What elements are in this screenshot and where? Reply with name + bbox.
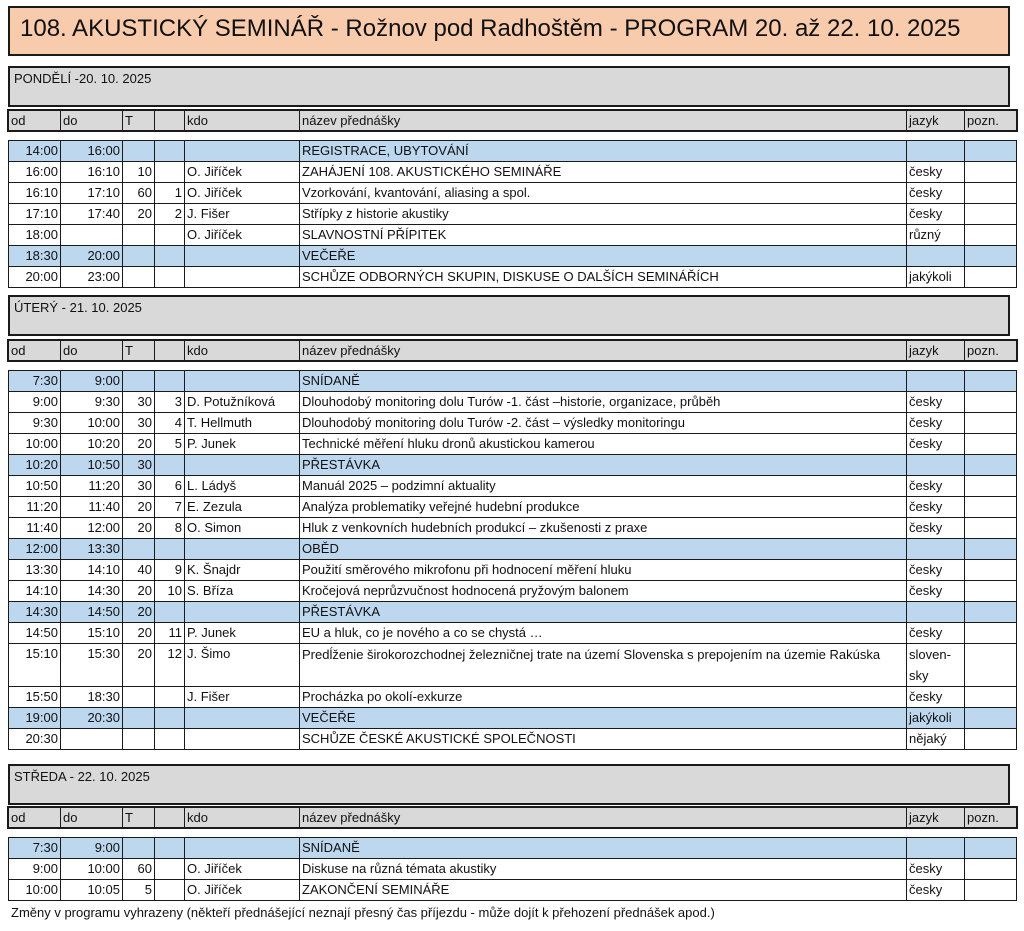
cell-n: 5 <box>155 434 185 455</box>
cell-n <box>155 371 185 392</box>
cell-nazev: ZAKONČENÍ SEMINÁŘE <box>300 880 907 901</box>
program-title-box <box>8 6 1010 56</box>
day-header-tuesday <box>8 295 1010 336</box>
cell-kdo: E. Zezula <box>185 497 300 518</box>
schedule-row <box>9 581 1017 602</box>
header-jazyk: jazyk <box>907 808 965 828</box>
day-header-wednesday <box>8 764 1010 805</box>
cell-kdo: O. Jiříček <box>185 859 300 880</box>
cell-pozn <box>965 225 1017 246</box>
cell-do: 16:00 <box>61 141 123 162</box>
cell-od: 12:00 <box>9 539 61 560</box>
schedule-row <box>9 560 1017 581</box>
schedule-row <box>9 539 1017 560</box>
cell-nazev: Vzorkování, kvantování, aliasing a spol. <box>300 183 907 204</box>
cell-do: 11:20 <box>61 476 123 497</box>
cell-pozn <box>965 729 1017 750</box>
cell-do: 20:00 <box>61 246 123 267</box>
cell-t <box>123 141 155 162</box>
cell-do: 9:30 <box>61 392 123 413</box>
cell-nazev: OBĚD <box>300 539 907 560</box>
schedule-row <box>9 225 1017 246</box>
cell-nazev: VEČEŘE <box>300 246 907 267</box>
cell-od: 19:00 <box>9 708 61 729</box>
cell-pozn <box>965 434 1017 455</box>
cell-jazyk: česky <box>907 162 965 183</box>
cell-nazev: SCHŮZE ODBORNÝCH SKUPIN, DISKUSE O DALŠÍCH SEMINÁŘÍCH <box>300 267 907 288</box>
cell-n <box>155 838 185 859</box>
cell-kdo <box>185 602 300 623</box>
cell-n <box>155 539 185 560</box>
cell-do: 9:00 <box>61 838 123 859</box>
cell-t: 30 <box>123 476 155 497</box>
schedule-row <box>9 838 1017 859</box>
header-jazyk: jazyk <box>907 341 965 361</box>
header-pozn: pozn. <box>965 111 1017 131</box>
schedule-row <box>9 859 1017 880</box>
cell-od: 20:00 <box>9 267 61 288</box>
day-label: PONDĚLÍ -20. 10. 2025 <box>14 71 152 86</box>
cell-nazev: EU a hluk, co je nového a co se chystá … <box>300 623 907 644</box>
cell-pozn <box>965 838 1017 859</box>
cell-t: 30 <box>123 455 155 476</box>
schedule-table-tuesday <box>8 370 1017 750</box>
cell-t: 30 <box>123 413 155 434</box>
cell-jazyk: česky <box>907 413 965 434</box>
cell-od: 13:30 <box>9 560 61 581</box>
cell-do: 16:10 <box>61 162 123 183</box>
cell-do: 10:20 <box>61 434 123 455</box>
header-nazev: název přednášky <box>300 808 907 828</box>
cell-kdo: O. Jiříček <box>185 880 300 901</box>
cell-kdo: O. Jiříček <box>185 225 300 246</box>
cell-nazev: VEČEŘE <box>300 708 907 729</box>
cell-od: 10:00 <box>9 880 61 901</box>
header-n <box>155 808 185 828</box>
cell-nazev: Použití směrového mikrofonu při hodnocení měření hluku <box>300 560 907 581</box>
cell-kdo <box>185 539 300 560</box>
schedule-row <box>9 687 1017 708</box>
cell-kdo: O. Jiříček <box>185 162 300 183</box>
cell-jazyk: česky <box>907 392 965 413</box>
cell-t: 20 <box>123 204 155 225</box>
cell-od: 17:10 <box>9 204 61 225</box>
cell-n: 7 <box>155 497 185 518</box>
cell-do: 10:05 <box>61 880 123 901</box>
column-header-row <box>9 111 1017 131</box>
cell-od: 16:10 <box>9 183 61 204</box>
cell-jazyk: jakýkoli <box>907 267 965 288</box>
schedule-row <box>9 518 1017 539</box>
cell-n: 12 <box>155 644 185 687</box>
cell-kdo <box>185 708 300 729</box>
column-header-wednesday <box>8 807 1017 828</box>
cell-od: 14:10 <box>9 581 61 602</box>
schedule-row <box>9 880 1017 901</box>
header-jazyk: jazyk <box>907 111 965 131</box>
cell-n: 3 <box>155 392 185 413</box>
header-od: od <box>9 341 61 361</box>
cell-od: 18:00 <box>9 225 61 246</box>
cell-t: 30 <box>123 392 155 413</box>
schedule-row <box>9 497 1017 518</box>
header-pozn: pozn. <box>965 808 1017 828</box>
header-t: T <box>123 341 155 361</box>
cell-od: 11:20 <box>9 497 61 518</box>
cell-jazyk: česky <box>907 434 965 455</box>
header-nazev: název přednášky <box>300 341 907 361</box>
cell-t <box>123 371 155 392</box>
cell-od: 14:30 <box>9 602 61 623</box>
header-n <box>155 341 185 361</box>
header-kdo: kdo <box>185 111 300 131</box>
cell-od: 11:40 <box>9 518 61 539</box>
cell-t: 20 <box>123 434 155 455</box>
day-header-monday <box>8 66 1010 107</box>
cell-jazyk <box>907 371 965 392</box>
cell-n <box>155 708 185 729</box>
cell-jazyk <box>907 141 965 162</box>
cell-n: 9 <box>155 560 185 581</box>
program-title: 108. AKUSTICKÝ SEMINÁŘ - Rožnov pod Radhoštěm - PROGRAM 20. až 22. 10. 2025 <box>20 15 961 42</box>
cell-nazev: Manuál 2025 – podzimní aktuality <box>300 476 907 497</box>
cell-pozn <box>965 204 1017 225</box>
cell-n <box>155 141 185 162</box>
cell-do: 10:00 <box>61 413 123 434</box>
cell-jazyk: sloven-sky <box>907 644 965 687</box>
schedule-row <box>9 644 1017 687</box>
header-t: T <box>123 808 155 828</box>
cell-jazyk: česky <box>907 623 965 644</box>
cell-n: 4 <box>155 413 185 434</box>
cell-do: 17:10 <box>61 183 123 204</box>
day-label: STŘEDA - 22. 10. 2025 <box>14 769 150 784</box>
cell-pozn <box>965 602 1017 623</box>
cell-pozn <box>965 141 1017 162</box>
cell-pozn <box>965 560 1017 581</box>
cell-kdo <box>185 729 300 750</box>
cell-od: 15:50 <box>9 687 61 708</box>
cell-nazev: Predĺženie širokorozchodnej železničnej trate na území Slovenska s prepojením na územie Rakúska <box>300 644 907 687</box>
schedule-row <box>9 204 1017 225</box>
cell-t <box>123 539 155 560</box>
cell-do: 23:00 <box>61 267 123 288</box>
cell-pozn <box>965 859 1017 880</box>
cell-nazev: Procházka po okolí-exkurze <box>300 687 907 708</box>
cell-nazev: Kročejová neprůzvučnost hodnocená pryžovým balonem <box>300 581 907 602</box>
cell-t: 20 <box>123 644 155 687</box>
cell-t <box>123 729 155 750</box>
cell-n <box>155 246 185 267</box>
cell-t <box>123 838 155 859</box>
cell-kdo <box>185 455 300 476</box>
cell-jazyk <box>907 455 965 476</box>
cell-nazev: Analýza problematiky veřejné hudební produkce <box>300 497 907 518</box>
cell-jazyk: různý <box>907 225 965 246</box>
cell-nazev: PŘESTÁVKA <box>300 455 907 476</box>
cell-kdo: J. Fišer <box>185 204 300 225</box>
schedule-table-wednesday <box>8 837 1017 901</box>
cell-t: 5 <box>123 880 155 901</box>
cell-jazyk <box>907 539 965 560</box>
cell-nazev: Diskuse na různá témata akustiky <box>300 859 907 880</box>
cell-pozn <box>965 880 1017 901</box>
cell-od: 20:30 <box>9 729 61 750</box>
cell-od: 18:30 <box>9 246 61 267</box>
column-header-row <box>9 808 1017 828</box>
day-label: ÚTERÝ - 21. 10. 2025 <box>14 300 142 315</box>
cell-do: 11:40 <box>61 497 123 518</box>
cell-jazyk: česky <box>907 518 965 539</box>
cell-n <box>155 602 185 623</box>
header-do: do <box>61 808 123 828</box>
cell-pozn <box>965 413 1017 434</box>
cell-pozn <box>965 162 1017 183</box>
cell-od: 10:20 <box>9 455 61 476</box>
cell-pozn <box>965 455 1017 476</box>
cell-n <box>155 267 185 288</box>
cell-kdo <box>185 141 300 162</box>
cell-do: 10:50 <box>61 455 123 476</box>
cell-t: 10 <box>123 162 155 183</box>
cell-kdo <box>185 838 300 859</box>
cell-t <box>123 225 155 246</box>
cell-jazyk: česky <box>907 204 965 225</box>
schedule-row <box>9 413 1017 434</box>
header-kdo: kdo <box>185 808 300 828</box>
cell-t: 60 <box>123 859 155 880</box>
cell-t: 60 <box>123 183 155 204</box>
schedule-table-monday <box>8 140 1017 288</box>
cell-n: 2 <box>155 204 185 225</box>
cell-do: 15:30 <box>61 644 123 687</box>
cell-pozn <box>965 497 1017 518</box>
cell-nazev: Dlouhodobý monitoring dolu Turów -2. část – výsledky monitoringu <box>300 413 907 434</box>
cell-jazyk: česky <box>907 560 965 581</box>
schedule-row <box>9 729 1017 750</box>
cell-nazev: Střípky z historie akustiky <box>300 204 907 225</box>
cell-od: 10:00 <box>9 434 61 455</box>
header-od: od <box>9 111 61 131</box>
cell-jazyk: česky <box>907 687 965 708</box>
cell-t: 20 <box>123 623 155 644</box>
cell-nazev: Technické měření hluku dronů akustickou kamerou <box>300 434 907 455</box>
footer-note: Změny v programu vyhrazeny (někteří přednášející neznají přesný čas příjezdu - může dojít k přehození přednášek apod.) <box>11 905 715 920</box>
cell-pozn <box>965 371 1017 392</box>
cell-pozn <box>965 518 1017 539</box>
schedule-row <box>9 392 1017 413</box>
cell-nazev: SNÍDANĚ <box>300 371 907 392</box>
header-kdo: kdo <box>185 341 300 361</box>
cell-od: 14:50 <box>9 623 61 644</box>
cell-t <box>123 267 155 288</box>
cell-n: 11 <box>155 623 185 644</box>
cell-jazyk: jakýkoli <box>907 708 965 729</box>
cell-do: 17:40 <box>61 204 123 225</box>
cell-pozn <box>965 581 1017 602</box>
cell-jazyk: česky <box>907 880 965 901</box>
cell-jazyk <box>907 246 965 267</box>
cell-kdo: P. Junek <box>185 434 300 455</box>
cell-od: 7:30 <box>9 838 61 859</box>
cell-t: 20 <box>123 602 155 623</box>
cell-od: 9:30 <box>9 413 61 434</box>
cell-nazev: REGISTRACE, UBYTOVÁNÍ <box>300 141 907 162</box>
cell-od: 15:10 <box>9 644 61 687</box>
schedule-row <box>9 434 1017 455</box>
cell-kdo: K. Šnajdr <box>185 560 300 581</box>
cell-n <box>155 162 185 183</box>
cell-n: 8 <box>155 518 185 539</box>
schedule-row <box>9 602 1017 623</box>
cell-n <box>155 455 185 476</box>
header-do: do <box>61 341 123 361</box>
cell-n: 6 <box>155 476 185 497</box>
header-od: od <box>9 808 61 828</box>
cell-t: 20 <box>123 581 155 602</box>
cell-od: 10:50 <box>9 476 61 497</box>
cell-n <box>155 880 185 901</box>
cell-pozn <box>965 644 1017 687</box>
cell-pozn <box>965 708 1017 729</box>
cell-jazyk: nějaký <box>907 729 965 750</box>
cell-do: 14:10 <box>61 560 123 581</box>
schedule-row <box>9 371 1017 392</box>
cell-jazyk: česky <box>907 497 965 518</box>
cell-nazev: PŘESTÁVKA <box>300 602 907 623</box>
cell-kdo: T. Hellmuth <box>185 413 300 434</box>
cell-n <box>155 859 185 880</box>
cell-nazev: Hluk z venkovních hudebních produkcí – zkušenosti z praxe <box>300 518 907 539</box>
cell-jazyk <box>907 838 965 859</box>
cell-do: 14:30 <box>61 581 123 602</box>
cell-nazev: SLAVNOSTNÍ PŘÍPITEK <box>300 225 907 246</box>
cell-kdo: O. Jiříček <box>185 183 300 204</box>
cell-pozn <box>965 476 1017 497</box>
cell-kdo: S. Bříza <box>185 581 300 602</box>
cell-do: 18:30 <box>61 687 123 708</box>
cell-t <box>123 687 155 708</box>
cell-od: 14:00 <box>9 141 61 162</box>
cell-nazev: SNÍDANĚ <box>300 838 907 859</box>
cell-od: 16:00 <box>9 162 61 183</box>
cell-jazyk: česky <box>907 859 965 880</box>
header-pozn: pozn. <box>965 341 1017 361</box>
cell-pozn <box>965 687 1017 708</box>
cell-do: 15:10 <box>61 623 123 644</box>
cell-pozn <box>965 392 1017 413</box>
schedule-row <box>9 455 1017 476</box>
cell-jazyk <box>907 602 965 623</box>
cell-do: 14:50 <box>61 602 123 623</box>
schedule-row <box>9 623 1017 644</box>
cell-do: 20:30 <box>61 708 123 729</box>
cell-do <box>61 729 123 750</box>
cell-kdo <box>185 371 300 392</box>
cell-kdo <box>185 267 300 288</box>
cell-nazev: Dlouhodobý monitoring dolu Turów -1. část –historie, organizace, průběh <box>300 392 907 413</box>
cell-do: 13:30 <box>61 539 123 560</box>
cell-do <box>61 225 123 246</box>
cell-kdo: J. Fišer <box>185 687 300 708</box>
cell-jazyk: česky <box>907 476 965 497</box>
cell-kdo <box>185 246 300 267</box>
cell-pozn <box>965 246 1017 267</box>
column-header-tuesday <box>8 340 1017 361</box>
cell-t: 20 <box>123 518 155 539</box>
cell-kdo: P. Junek <box>185 623 300 644</box>
schedule-row <box>9 141 1017 162</box>
header-nazev: název přednášky <box>300 111 907 131</box>
cell-nazev: SCHŮZE ČESKÉ AKUSTICKÉ SPOLEČNOSTI <box>300 729 907 750</box>
cell-t: 40 <box>123 560 155 581</box>
column-header-monday <box>8 110 1017 131</box>
schedule-row <box>9 246 1017 267</box>
cell-pozn <box>965 267 1017 288</box>
cell-od: 9:00 <box>9 392 61 413</box>
header-do: do <box>61 111 123 131</box>
cell-pozn <box>965 623 1017 644</box>
cell-kdo: D. Potužníková <box>185 392 300 413</box>
cell-jazyk: česky <box>907 183 965 204</box>
cell-pozn <box>965 183 1017 204</box>
cell-n <box>155 687 185 708</box>
cell-kdo: L. Ládyš <box>185 476 300 497</box>
cell-kdo: O. Simon <box>185 518 300 539</box>
column-header-row <box>9 341 1017 361</box>
cell-n: 1 <box>155 183 185 204</box>
cell-t: 20 <box>123 497 155 518</box>
schedule-row <box>9 183 1017 204</box>
cell-t <box>123 708 155 729</box>
cell-do: 10:00 <box>61 859 123 880</box>
schedule-row <box>9 267 1017 288</box>
cell-od: 9:00 <box>9 859 61 880</box>
cell-n: 10 <box>155 581 185 602</box>
header-n <box>155 111 185 131</box>
cell-jazyk: česky <box>907 581 965 602</box>
cell-t <box>123 246 155 267</box>
cell-n <box>155 225 185 246</box>
header-t: T <box>123 111 155 131</box>
schedule-row <box>9 708 1017 729</box>
schedule-row <box>9 476 1017 497</box>
cell-n <box>155 729 185 750</box>
cell-od: 7:30 <box>9 371 61 392</box>
cell-pozn <box>965 539 1017 560</box>
cell-nazev: ZAHÁJENÍ 108. AKUSTICKÉHO SEMINÁŘE <box>300 162 907 183</box>
schedule-row <box>9 162 1017 183</box>
cell-do: 12:00 <box>61 518 123 539</box>
cell-kdo: J. Šimo <box>185 644 300 687</box>
cell-do: 9:00 <box>61 371 123 392</box>
